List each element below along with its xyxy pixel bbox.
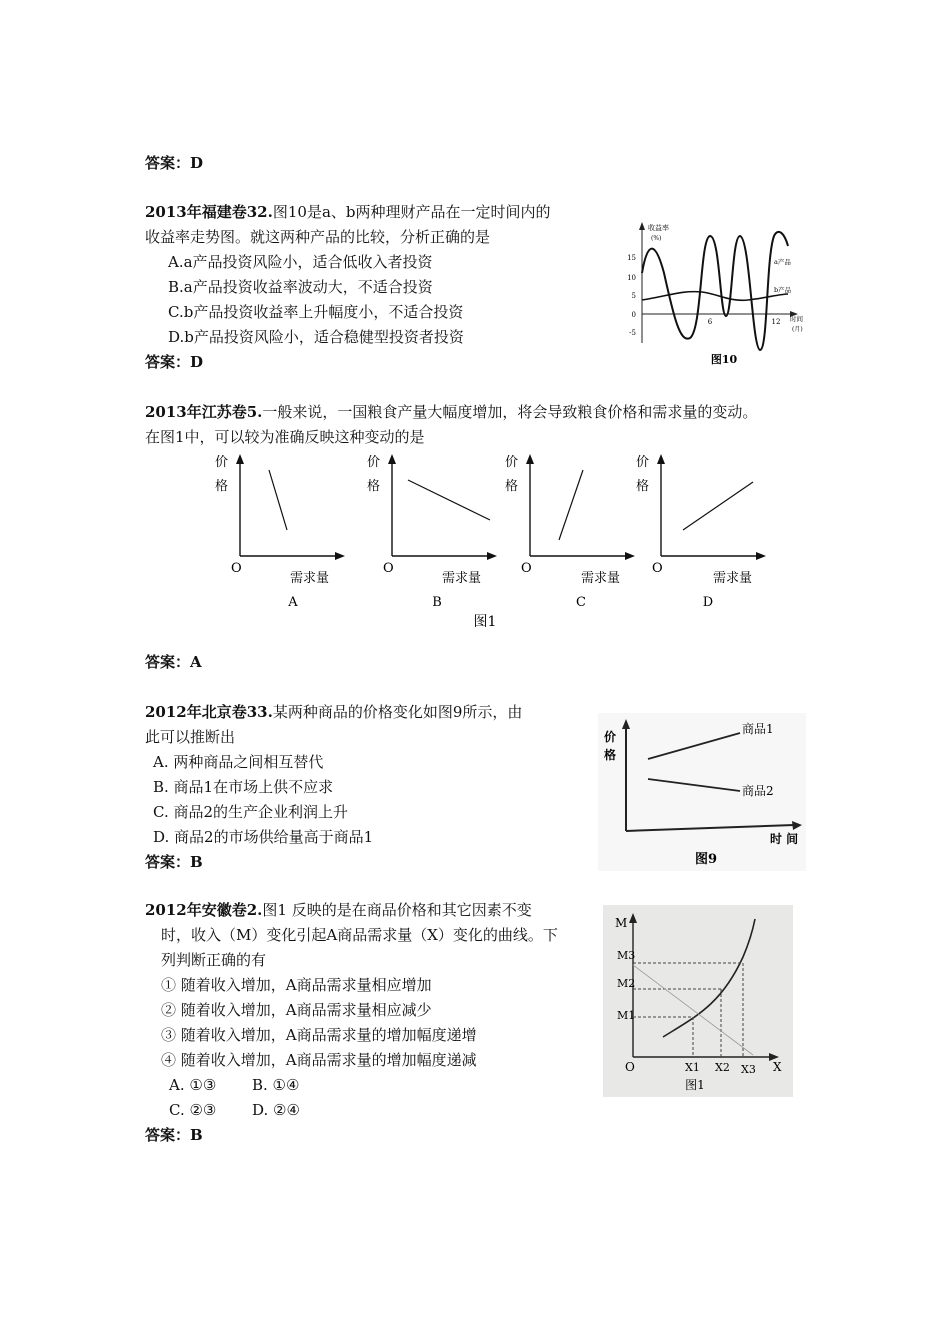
q3-stem-text1: 某两种商品的价格变化如图9所示，由 — [272, 703, 523, 721]
fig10-series-a-line — [642, 232, 788, 350]
anhui-m1: M1 — [617, 1009, 636, 1022]
fig10-series-b-line — [642, 292, 788, 301]
anhui-yaxis-label: M — [615, 916, 628, 930]
q2-source: 2013年江苏卷5. — [145, 403, 263, 421]
q4-stem-line1 — [145, 899, 532, 921]
q1-answer: 答案：D — [145, 353, 204, 371]
fig10-yunit: (%) — [651, 235, 662, 242]
panel-b — [367, 454, 497, 610]
panel-c-curve — [559, 470, 583, 540]
fig10-ytick-15: 15 — [627, 254, 636, 262]
q1-option-c: C.b产品投资收益率上升幅度小，不适合投资 — [168, 303, 464, 321]
figure-anhui-chart — [603, 905, 793, 1097]
panel-c-label: C — [576, 595, 586, 610]
anhui-x1: X1 — [685, 1061, 700, 1074]
q3-source: 2012年北京卷33. — [145, 703, 273, 721]
panel-b-xlabel: 需求量 — [442, 571, 482, 586]
panel-a — [215, 454, 345, 610]
q1-option-a: A.a产品投资风险小，适合低收入者投资 — [168, 253, 433, 271]
fig10-ytick-0: 0 — [631, 311, 636, 319]
fig10-y-arrow — [639, 222, 645, 230]
panel-a-ylabel1: 价 — [215, 455, 229, 470]
fig10-legend-a: a产品 — [774, 258, 791, 266]
panel-c-ylabel1: 价 — [505, 455, 519, 470]
panel-c-origin: O — [521, 561, 532, 576]
panel-a-origin: O — [231, 561, 242, 576]
fig9-xlabel: 时 间 — [770, 832, 799, 846]
panel-c-xlabel: 需求量 — [581, 571, 621, 586]
panel-d-ylabel1: 价 — [636, 455, 650, 470]
anhui-x2: X2 — [715, 1061, 730, 1074]
fig9-ylabel1: 价 — [604, 730, 617, 744]
q3-answer: 答案：B — [145, 853, 203, 871]
q1-stem-text1: 图10是a、b两种理财产品在一定时间内的 — [272, 203, 551, 221]
q4-choice-c: C. ②③ — [169, 1101, 217, 1119]
panel-d-xlabel: 需求量 — [713, 571, 753, 586]
fig10-ytick-10: 10 — [627, 274, 636, 282]
q4-statement-3: ③ 随着收入增加，A商品需求量的增加幅度递增 — [161, 1026, 477, 1044]
fig9-label-2: 商品2 — [742, 784, 774, 798]
panel-a-curve — [269, 470, 287, 530]
q4-choice-b: B. ①④ — [252, 1076, 300, 1094]
panel-c-ylabel2: 格 — [505, 479, 519, 494]
fig9-ylabel2: 格 — [604, 748, 617, 762]
q1-option-b: B.a产品投资收益率波动大，不适合投资 — [168, 278, 433, 296]
fig9-caption: 图9 — [694, 852, 718, 867]
panel-b-ylabel2: 格 — [367, 479, 381, 494]
anhui-origin: O — [625, 1060, 635, 1074]
top-answer: 答案：D — [145, 154, 204, 172]
anhui-x3: X3 — [741, 1063, 756, 1076]
q4-choice-a: A. ①③ — [169, 1076, 217, 1094]
panel-d-origin: O — [652, 561, 663, 576]
fig10-xtick-12: 12 — [771, 318, 781, 326]
anhui-m2: M2 — [617, 977, 636, 990]
fig10-xunit: (月) — [792, 326, 803, 333]
q1-stem-line2: 收益率走势图。就这两种产品的比较，分析正确的是 — [145, 228, 491, 246]
panel-b-origin: O — [383, 561, 394, 576]
panel-d — [636, 454, 766, 610]
fig10-xlabel: 时间 — [790, 315, 803, 323]
fig10-xtick-6: 6 — [707, 318, 713, 326]
q3-stem-line1 — [145, 701, 522, 723]
q4-statement-2: ② 随着收入增加，A商品需求量相应减少 — [161, 1001, 432, 1019]
figure-1-panels — [205, 448, 775, 638]
q2-stem-text1: 一般来说，一国粮食产量大幅度增加，将会导致粮食价格和需求量的变动。 — [262, 403, 758, 421]
q3-option-c: C. 商品2的生产企业利润上升 — [153, 803, 349, 821]
q4-stem-text1: 图1 反映的是在商品价格和其它因素不变 — [262, 901, 532, 919]
panel-b-label: B — [432, 595, 442, 610]
q4-statement-1: ① 随着收入增加，A商品需求量相应增加 — [161, 976, 432, 994]
q1-option-d: D.b产品投资风险小，适合稳健型投资者投资 — [168, 328, 464, 346]
panel-b-curve — [408, 480, 490, 520]
figure-1-caption: 图1 — [473, 614, 497, 630]
fig10-caption: 图10 — [710, 353, 738, 366]
q4-stem-line2: 时，收入（M）变化引起A商品需求量（X）变化的曲线。下 — [161, 926, 558, 944]
q1-stem-line1 — [145, 201, 551, 223]
panel-c — [505, 454, 635, 610]
q1-source: 2013年福建卷32. — [145, 203, 273, 221]
fig9-label-1: 商品1 — [742, 722, 774, 736]
q4-statement-4: ④ 随着收入增加，A商品需求量的增加幅度递减 — [161, 1051, 477, 1069]
panel-a-ylabel2: 格 — [215, 479, 229, 494]
panel-d-ylabel2: 格 — [636, 479, 650, 494]
panel-d-curve — [683, 482, 753, 530]
q3-option-d: D. 商品2的市场供给量高于商品1 — [153, 828, 374, 846]
q2-answer: 答案：A — [145, 653, 202, 671]
fig10-ytick-5: 5 — [631, 292, 636, 300]
anhui-xaxis-label: X — [773, 1060, 782, 1074]
panel-d-label: D — [702, 595, 714, 610]
figure-10-chart — [618, 218, 818, 370]
panel-a-xlabel: 需求量 — [290, 571, 330, 586]
anhui-caption: 图1 — [685, 1078, 705, 1092]
fig10-legend-b: b产品 — [774, 286, 792, 294]
figure-9-chart — [598, 713, 806, 871]
q3-stem-line2: 此可以推断出 — [145, 728, 236, 746]
panel-a-label: A — [288, 595, 298, 610]
panel-b-ylabel1: 价 — [367, 455, 381, 470]
fig10-ytick-neg5: -5 — [629, 329, 636, 337]
q4-choice-d: D. ②④ — [252, 1101, 300, 1119]
q3-option-a: A. 两种商品之间相互替代 — [153, 753, 324, 771]
fig10-ylabel: 收益率 — [648, 224, 669, 232]
anhui-m3: M3 — [617, 949, 636, 962]
q2-stem-line1 — [145, 401, 757, 423]
q4-source: 2012年安徽卷2. — [145, 901, 263, 919]
q3-option-b: B. 商品1在市场上供不应求 — [153, 778, 334, 796]
q2-stem-line2: 在图1中，可以较为准确反映这种变动的是 — [145, 428, 425, 446]
q4-answer: 答案：B — [145, 1126, 203, 1144]
q4-stem-line3: 列判断正确的有 — [161, 951, 267, 969]
